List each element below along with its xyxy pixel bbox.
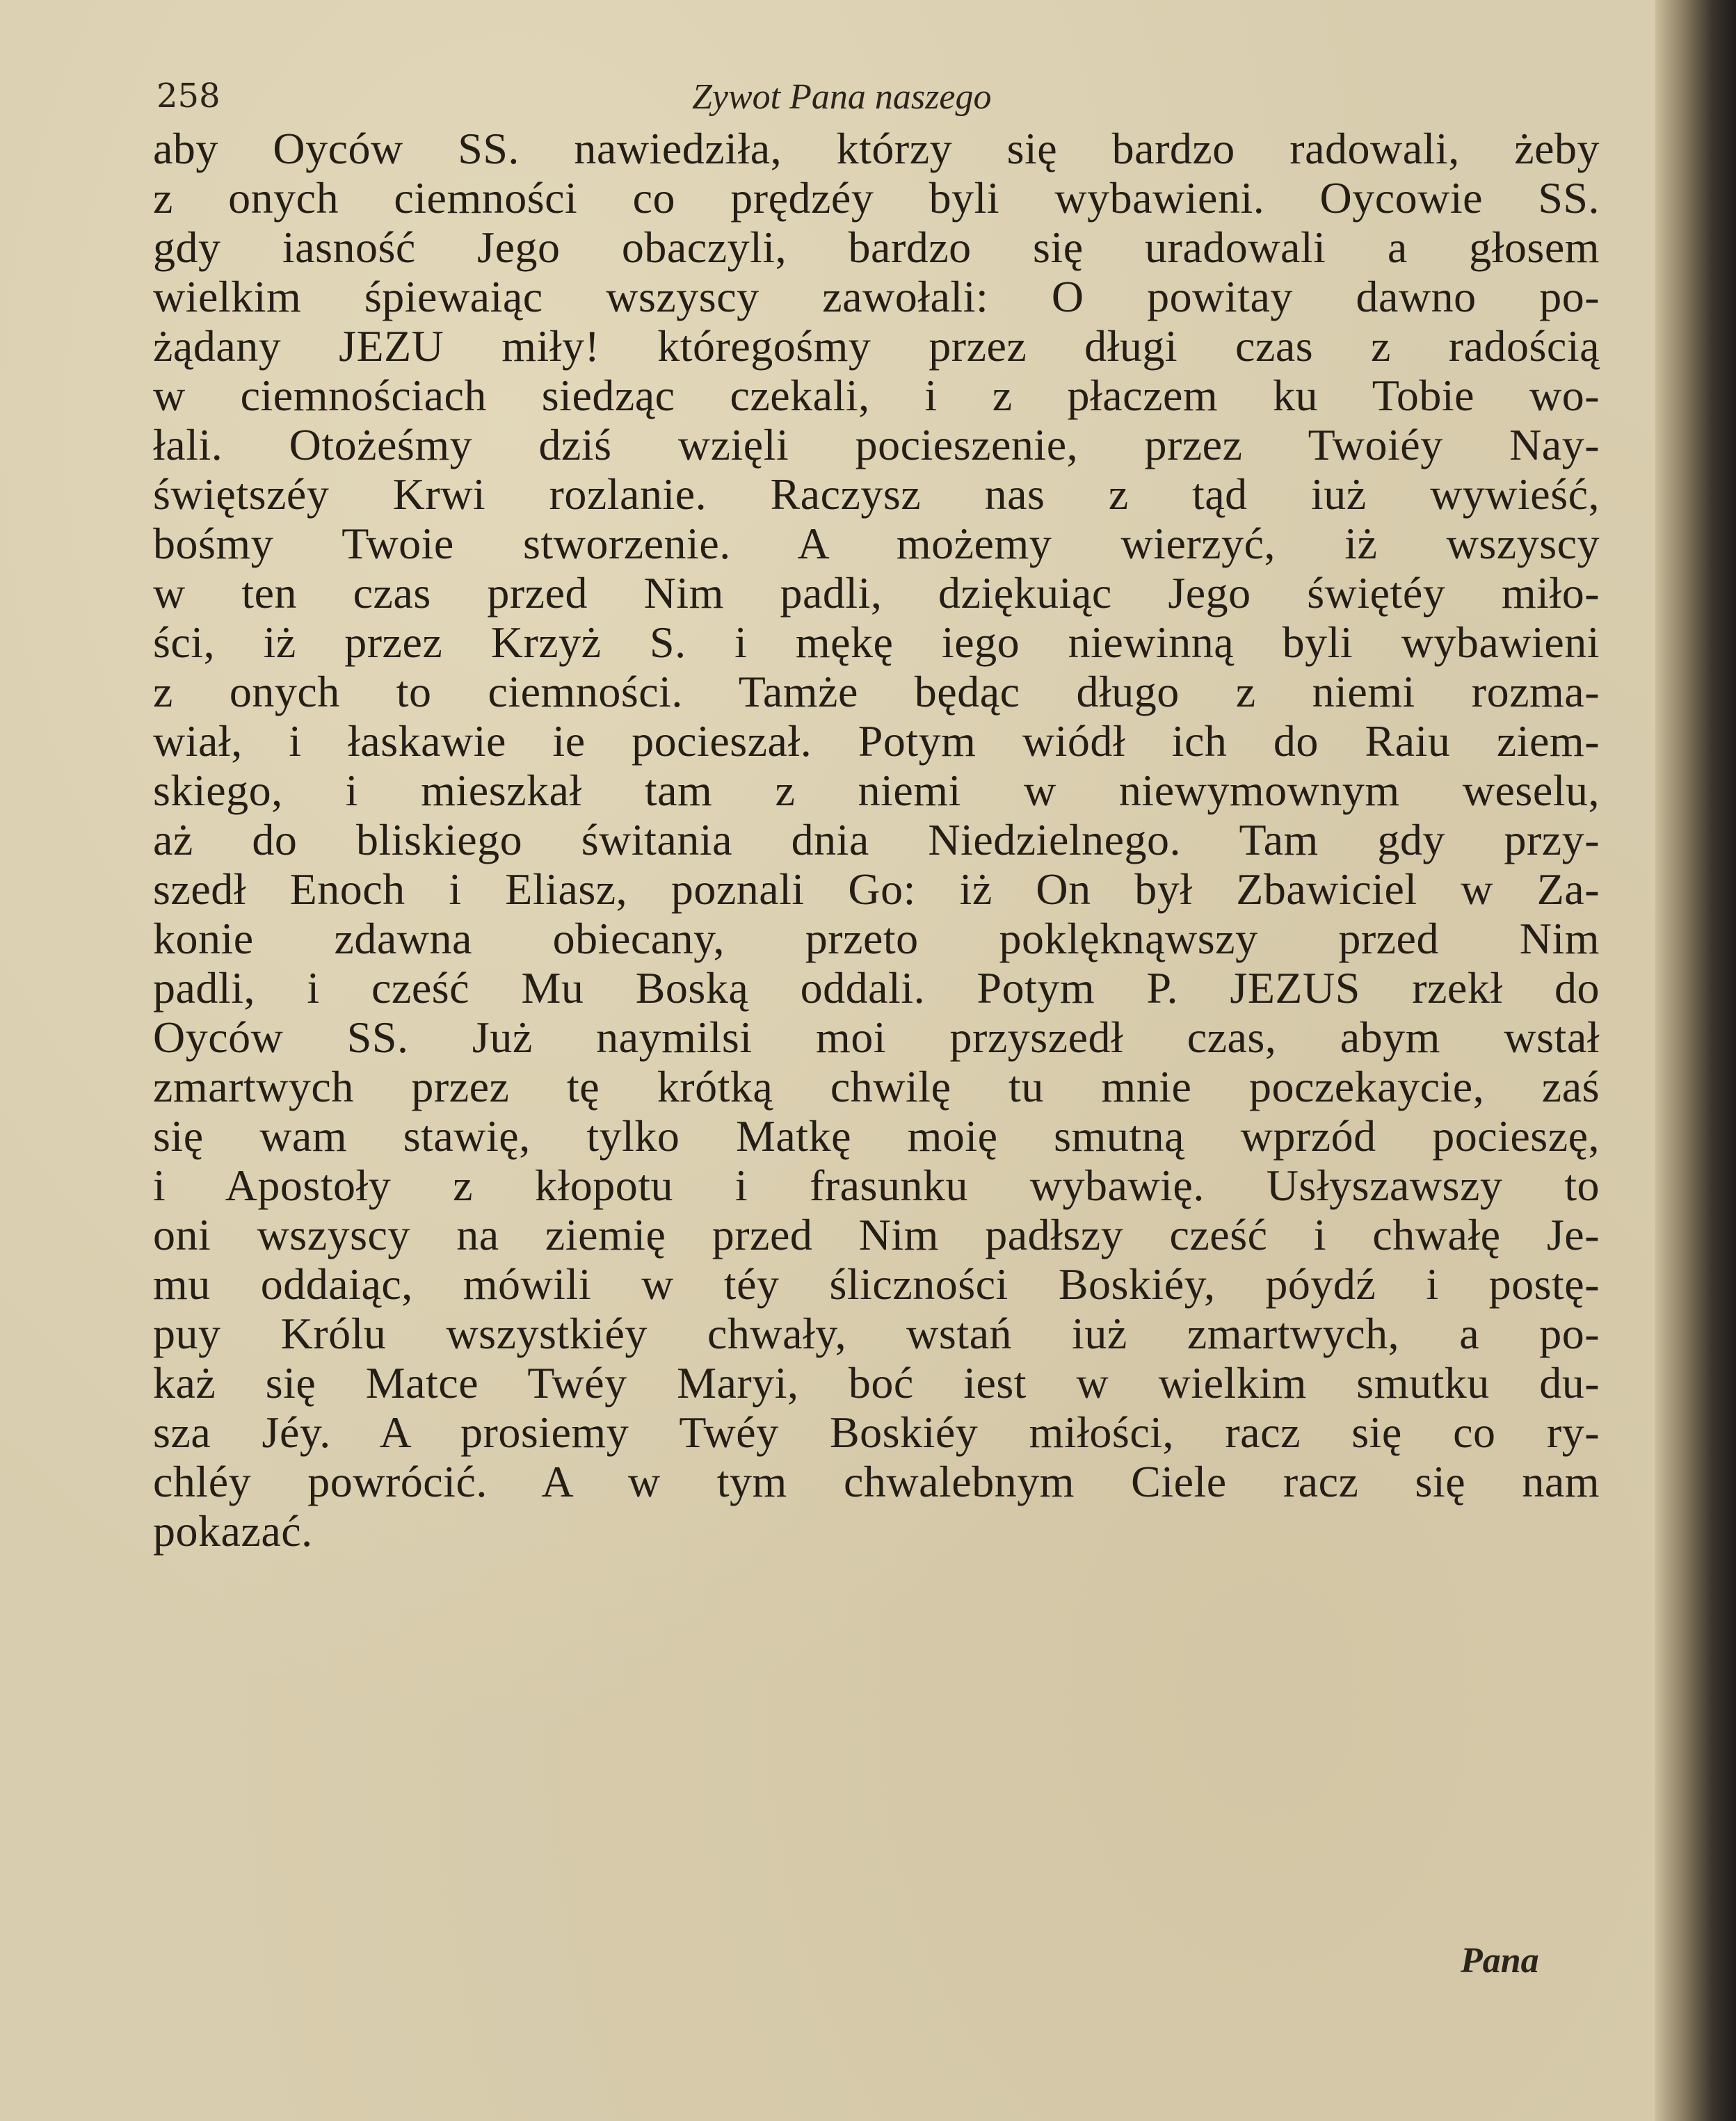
running-head: Zywot Pana naszego: [692, 77, 992, 117]
text-line: padli, i cześć Mu Boską oddali. Potym P. JEZUS rzekł do: [153, 963, 1600, 1013]
text-line: ści, iż przez Krzyż S. i mękę iego niewinną byli wybawieni: [153, 618, 1600, 667]
text-line: świętszéy Krwi rozlanie. Raczysz nas z tąd iuż wywieść,: [153, 469, 1600, 519]
text-line: żądany JEZU miły! któregośmy przez długi czas z radością: [153, 321, 1600, 371]
text-line: każ się Matce Twéy Maryi, boć iest w wielkim smutku du-: [153, 1358, 1600, 1408]
text-line: w ten czas przed Nim padli, dziękuiąc Jego świętéy miło-: [153, 568, 1600, 618]
catchword: Pana: [1461, 1941, 1539, 1981]
text-line: szedł Enoch i Eliasz, poznali Go: iż On był Zbawiciel w Za-: [153, 864, 1600, 914]
text-line: Oyców SS. Już naymilsi moi przyszedł czas, abym wstał: [153, 1013, 1600, 1062]
text-line: aby Oyców SS. nawiedziła, którzy się bardzo radowali, żeby: [153, 124, 1600, 173]
text-line: sza Jéy. A prosiemy Twéy Boskiéy miłości, racz się co ry-: [153, 1408, 1600, 1457]
text-line: mu oddaiąc, mówili w téy śliczności Boskiéy, póydź i postę-: [153, 1259, 1600, 1309]
text-line: się wam stawię, tylko Matkę moię smutną wprzód pocieszę,: [153, 1111, 1600, 1161]
text-line: puy Królu wszystkiéy chwały, wstań iuż zmartwych, a po-: [153, 1309, 1600, 1358]
book-gutter: [1655, 0, 1736, 2121]
text-line: z onych to ciemności. Tamże będąc długo z niemi rozma-: [153, 667, 1600, 716]
text-line: gdy iasność Jego obaczyli, bardzo się uradowali a głosem: [153, 223, 1600, 272]
text-line: oni wszyscy na ziemię przed Nim padłszy cześć i chwałę Je-: [153, 1210, 1600, 1259]
text-line: konie zdawna obiecany, przeto poklęknąwszy przed Nim: [153, 914, 1600, 963]
text-line: wielkim śpiewaiąc wszyscy zawołali: O powitay dawno po-: [153, 272, 1600, 321]
body-text: [153, 124, 1600, 1556]
text-line: w ciemnościach siedząc czekali, i z płaczem ku Tobie wo-: [153, 371, 1600, 420]
text-line: z onych ciemności co prędzéy byli wybawieni. Oycowie SS.: [153, 173, 1600, 223]
text-line: aż do bliskiego świtania dnia Niedzielnego. Tam gdy przy-: [153, 815, 1600, 864]
text-line: łali. Otożeśmy dziś wzięli pocieszenie, przez Twoiéy Nay-: [153, 420, 1600, 469]
text-line: wiał, i łaskawie ie pocieszał. Potym wiódł ich do Raiu ziem-: [153, 716, 1600, 766]
page-number: 258: [156, 76, 220, 115]
text-line: bośmy Twoie stworzenie. A możemy wierzyć, iż wszyscy: [153, 519, 1600, 568]
text-line: i Apostoły z kłopotu i frasunku wybawię. Usłyszawszy to: [153, 1161, 1600, 1210]
text-line: zmartwych przez tę krótką chwilę tu mnie poczekaycie, zaś: [153, 1062, 1600, 1111]
text-line: chléy powrócić. A w tym chwalebnym Ciele racz się nam: [153, 1457, 1600, 1506]
page-header: [156, 76, 1554, 125]
text-line: skiego, i mieszkał tam z niemi w niewymownym weselu,: [153, 766, 1600, 815]
text-line: pokazać.: [153, 1506, 313, 1556]
